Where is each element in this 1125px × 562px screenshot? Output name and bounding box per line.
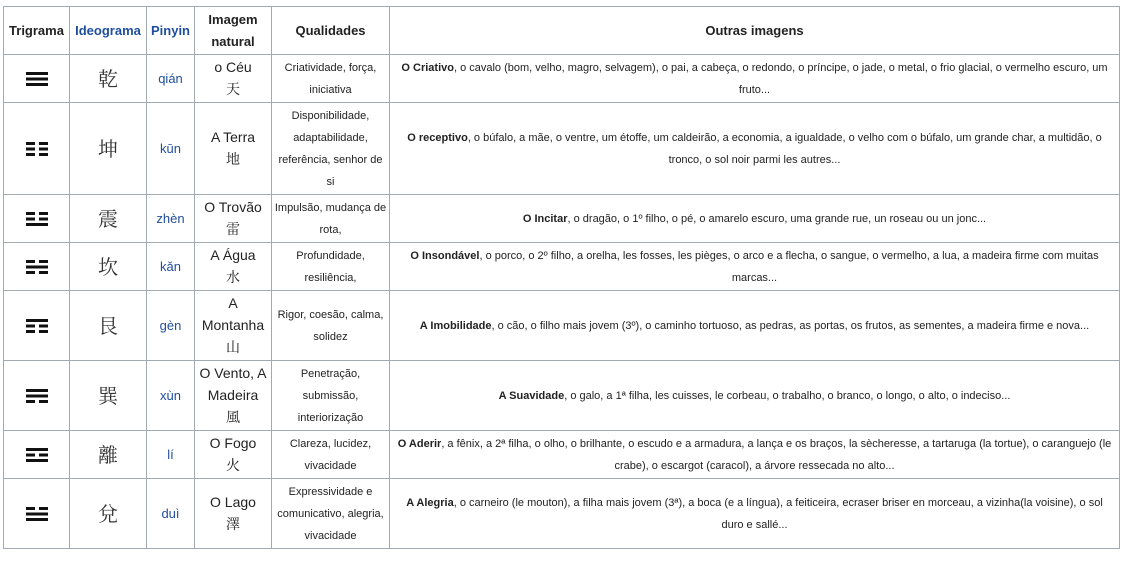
other-images-cell <box>390 291 1120 361</box>
other-images-title: O Incitar <box>522 212 568 225</box>
natural-image-name: O Lago <box>210 494 256 510</box>
other-images-text: , o carneiro (le mouton), a filha mais jovem (3ª), a boca (e a língua), a feiticeira, ecraser briser en morceau, a vizinha(la voisine), o sol duro e sallé... <box>453 496 1103 531</box>
other-images-title: O Criativo <box>401 61 454 74</box>
pinyin-cell: qián <box>147 55 195 103</box>
table-row <box>4 243 1120 291</box>
table-row <box>4 431 1120 479</box>
trigram-cell <box>4 431 70 479</box>
natural-image-kanji: 火 <box>226 458 240 474</box>
other-images-cell <box>390 243 1120 291</box>
qualities-cell: Penetração, submissão, interiorização <box>272 361 390 431</box>
other-images-cell <box>390 103 1120 195</box>
natural-image-cell <box>195 431 272 479</box>
header-ideograma[interactable]: Ideograma <box>70 7 147 55</box>
table-row <box>4 103 1120 195</box>
ideogram-cell: 離 <box>70 431 147 479</box>
natural-image-cell <box>195 243 272 291</box>
pinyin-cell: duì <box>147 479 195 549</box>
other-images-text: , a fênix, a 2ª filha, o olho, o brilhante, o escudo e a armadura, a lança e os braços, la sècheresse, a tartaruga (la tortue), o caranguejo (le crabe), o escargot (caracol), a árvore ressecada no alto... <box>441 437 1112 472</box>
natural-image-cell <box>195 55 272 103</box>
other-images-text: , o cavalo (bom, velho, magro, selvagem), o pai, a cabeça, o redondo, o príncipe, o jade, o metal, o frio glacial, o vermelho escuro, um fruto... <box>453 61 1108 96</box>
table-row <box>4 195 1120 243</box>
other-images-text: , o búfalo, a mãe, o ventre, um étoffe, um caldeirão, a economia, a igualdade, o velho com o búfalo, um grande char, a multidão, o tronco, o sol noir parmi les autres... <box>467 131 1102 166</box>
ideogram-cell: 坤 <box>70 103 147 195</box>
natural-image-cell <box>195 361 272 431</box>
pinyin-cell: xùn <box>147 361 195 431</box>
natural-image-name: o Céu <box>214 59 252 75</box>
table-row <box>4 55 1120 103</box>
other-images-text: , o dragão, o 1º filho, o pé, o amarelo escuro, uma grande rue, un roseau ou un jonc... <box>567 212 987 225</box>
other-images-title: A Suavidade <box>498 389 565 402</box>
other-images-cell <box>390 479 1120 549</box>
ideogram-cell: 震 <box>70 195 147 243</box>
other-images-text: , o galo, a 1ª filha, les cuisses, le corbeau, o trabalho, o branco, o longo, o alto, o indeciso... <box>564 389 1011 402</box>
trigram-icon <box>26 260 48 274</box>
natural-image-name: A Montanha <box>201 295 265 333</box>
other-images-title: O receptivo <box>407 131 468 144</box>
ideogram-cell: 坎 <box>70 243 147 291</box>
other-images-cell <box>390 431 1120 479</box>
natural-image-kanji: 風 <box>226 410 240 426</box>
natural-image-kanji: 地 <box>226 152 240 168</box>
natural-image-kanji: 水 <box>226 270 240 286</box>
trigram-icon <box>26 319 48 333</box>
trigram-cell <box>4 291 70 361</box>
table-row <box>4 361 1120 431</box>
natural-image-name: O Vento, A Madeira <box>199 365 267 403</box>
natural-image-name: O Trovão <box>204 199 262 215</box>
table-row <box>4 291 1120 361</box>
trigram-icon <box>26 448 48 462</box>
trigram-cell <box>4 479 70 549</box>
ideogram-cell: 艮 <box>70 291 147 361</box>
ideogram-cell: 巽 <box>70 361 147 431</box>
pinyin-cell: kūn <box>147 103 195 195</box>
natural-image-kanji: 澤 <box>226 517 240 533</box>
trigram-cell <box>4 195 70 243</box>
trigram-icon <box>26 142 48 156</box>
natural-image-cell <box>195 195 272 243</box>
trigram-cell <box>4 103 70 195</box>
table-row <box>4 479 1120 549</box>
other-images-title: O Insondável <box>410 249 480 262</box>
natural-image-cell <box>195 103 272 195</box>
qualities-cell: Criatividade, força, iniciativa <box>272 55 390 103</box>
other-images-title: O Aderir <box>397 437 442 450</box>
pinyin-cell: lí <box>147 431 195 479</box>
other-images-text: , o cão, o filho mais jovem (3º), o caminho tortuoso, as pedras, as portas, os frutos, as sementes, a madeira firme e nova... <box>491 319 1090 332</box>
header-pinyin[interactable]: Pinyin <box>147 7 195 55</box>
qualities-cell: Disponibilidade, adaptabilidade, referência, senhor de si <box>272 103 390 195</box>
header-imagem-natural: Imagem natural <box>195 7 272 55</box>
ideogram-cell: 兌 <box>70 479 147 549</box>
qualities-cell: Rigor, coesão, calma, solidez <box>272 291 390 361</box>
trigram-icon <box>26 507 48 521</box>
natural-image-name: O Fogo <box>209 435 257 451</box>
header-row <box>4 7 1120 55</box>
natural-image-name: A Água <box>210 247 256 263</box>
natural-image-kanji: 雷 <box>226 222 240 238</box>
natural-image-cell <box>195 291 272 361</box>
qualities-cell: Impulsão, mudança de rota, <box>272 195 390 243</box>
header-trigrama: Trigrama <box>4 7 70 55</box>
trigram-icon <box>26 212 48 226</box>
qualities-cell: Profundidade, resiliência, <box>272 243 390 291</box>
qualities-cell: Expressividade e comunicativo, alegria, vivacidade <box>272 479 390 549</box>
natural-image-cell <box>195 479 272 549</box>
trigram-cell <box>4 243 70 291</box>
other-images-title: A Alegria <box>406 496 454 509</box>
header-qualidades: Qualidades <box>272 7 390 55</box>
natural-image-kanji: 天 <box>226 82 240 98</box>
trigram-cell <box>4 361 70 431</box>
trigram-table <box>3 6 1120 549</box>
other-images-cell <box>390 361 1120 431</box>
header-outras-imagens: Outras imagens <box>390 7 1120 55</box>
trigram-icon <box>26 72 48 86</box>
other-images-cell <box>390 195 1120 243</box>
natural-image-name: A Terra <box>210 129 256 145</box>
pinyin-cell: gèn <box>147 291 195 361</box>
pinyin-cell: kǎn <box>147 243 195 291</box>
trigram-cell <box>4 55 70 103</box>
other-images-text: , o porco, o 2º filho, a orelha, les fosses, les pièges, o arco e a flecha, o sangue, o vermelho, a lua, a madeira firme com muitas marcas... <box>479 249 1099 284</box>
qualities-cell: Clareza, lucidez, vivacidade <box>272 431 390 479</box>
ideogram-cell: 乾 <box>70 55 147 103</box>
other-images-title: A Imobilidade <box>419 319 492 332</box>
pinyin-cell: zhèn <box>147 195 195 243</box>
trigram-icon <box>26 389 48 403</box>
other-images-cell <box>390 55 1120 103</box>
natural-image-kanji: 山 <box>226 340 240 356</box>
